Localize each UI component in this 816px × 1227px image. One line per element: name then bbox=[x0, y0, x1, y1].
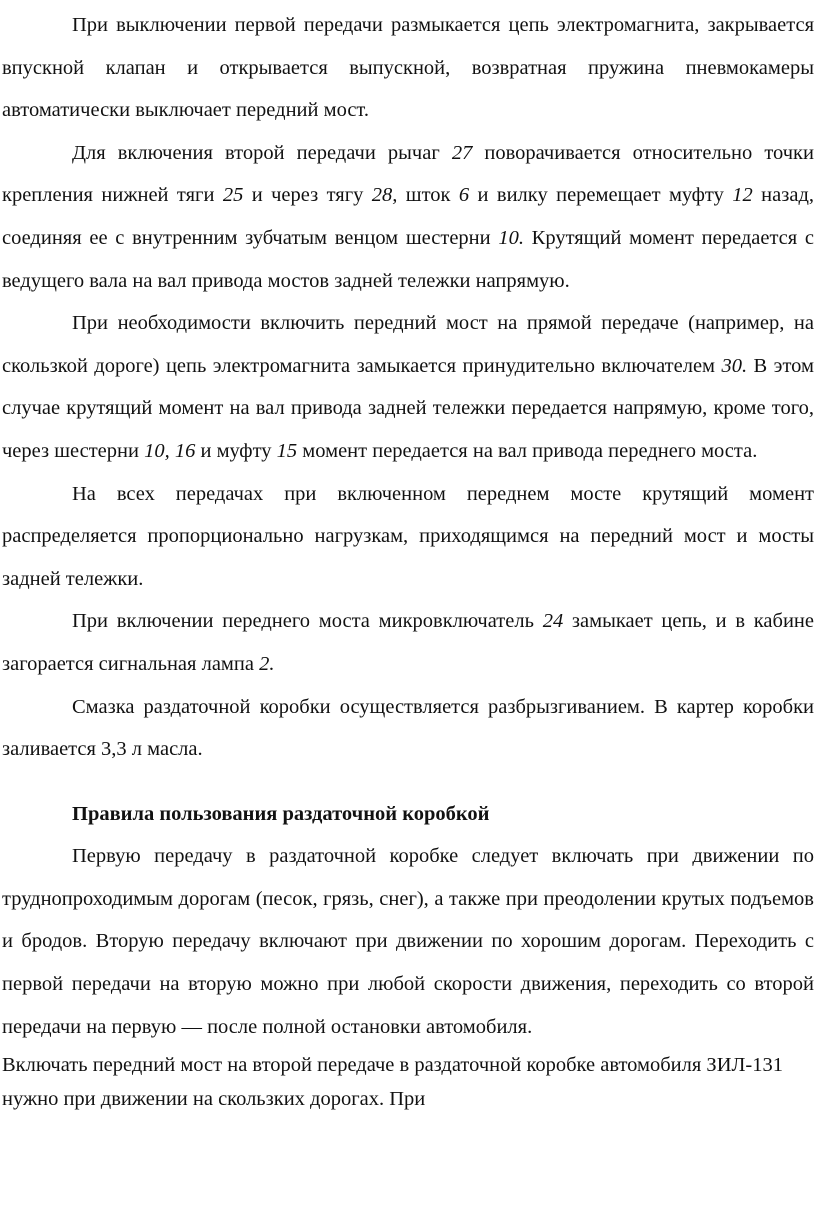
paragraph-2-text-1: Для включения второй передачи рычаг bbox=[72, 141, 452, 164]
paragraph-5-text-2: замыкает цепь, и в кабине загорается сигнальная лампа bbox=[2, 610, 814, 675]
paragraph-5-text-1: При включении переднего моста микровключатель bbox=[72, 610, 543, 633]
ref-number-27: 27 bbox=[451, 141, 473, 164]
ref-number-30: 30. bbox=[721, 354, 748, 377]
paragraph-5 bbox=[2, 600, 814, 685]
paragraph-2-text-6: назад, соединяя ее с внутренним зубчатым венцом шестерни bbox=[2, 184, 815, 249]
paragraph-3-text-2: В этом случае крутящий момент на вал привода задней тележки передается напрямую, кроме того, через шестерни bbox=[2, 354, 814, 462]
paragraph-4: На всех передачах при включенном переднем мосте крутящий момент распределяется пропорционально нагрузкам, приходящимся на передний мост и мосты задней тележки. bbox=[2, 482, 814, 590]
ref-number-15: 15 bbox=[276, 439, 298, 462]
paragraph-3-text-3: и муфту bbox=[195, 439, 277, 462]
paragraph-2 bbox=[2, 132, 814, 302]
paragraph-3-text-4: момент передается на вал привода переднего моста. bbox=[297, 439, 758, 462]
paragraph-6: Смазка раздаточной коробки осуществляется разбрызгиванием. В картер коробки заливается 3,3 л масла. bbox=[2, 695, 814, 761]
paragraph-2-text-3: и через тягу bbox=[243, 184, 372, 207]
paragraph-2-text-2: поворачивается относительно точки крепления нижней тяги bbox=[2, 141, 814, 207]
ref-number-10-16: 10, 16 bbox=[144, 439, 196, 462]
paragraph-2-text-4: шток bbox=[397, 184, 459, 207]
paragraph-3 bbox=[2, 302, 814, 472]
ref-number-2: 2. bbox=[259, 652, 275, 675]
paragraph-3-text-1: При необходимости включить передний мост на прямой передаче (например, на скользкой дороге) цепь электромагнита замыкается принудительно включателем bbox=[2, 312, 814, 377]
paragraph-7: Первую передачу в раздаточной коробке следует включать при движении по труднопроходимым дорогам (песок, грязь, снег), а также при преодолении крутых подъемов и бродов. Вторую передачу включают при движении по хорошим дорогам. Переходить с первой передачи на вторую можно при любой скорости движения, переходить со второй передачи на первую — после полной остановки автомобиля. bbox=[2, 845, 814, 1038]
paragraph-1: При выключении первой передачи размыкается цепь электромагнита, закрывается впускной клапан и открывается выпускной, возвратная пружина пневмокамеры автоматически выключает передний мост. bbox=[2, 14, 814, 122]
ref-number-25: 25 bbox=[222, 184, 244, 207]
ref-number-12: 12 bbox=[732, 184, 753, 207]
paragraph-8: Включать передний мост на второй передаче в раздаточной коробке автомобиля ЗИЛ-131 нужно при движении на скользких дорогах. При bbox=[2, 1054, 783, 1111]
ref-number-24: 24 bbox=[542, 610, 564, 633]
paragraph-2-text-5: и вилку перемещает муфту bbox=[469, 184, 733, 207]
ref-number-10: 10. bbox=[498, 226, 524, 249]
ref-number-28: 28, bbox=[371, 184, 398, 207]
paragraph-2-text-7: Крутящий момент передается с ведущего вала на вал привода мостов задней тележки напрямую. bbox=[2, 226, 814, 292]
ref-number-6: 6 bbox=[458, 184, 470, 207]
section-heading: Правила пользования раздаточной коробкой bbox=[72, 802, 490, 825]
